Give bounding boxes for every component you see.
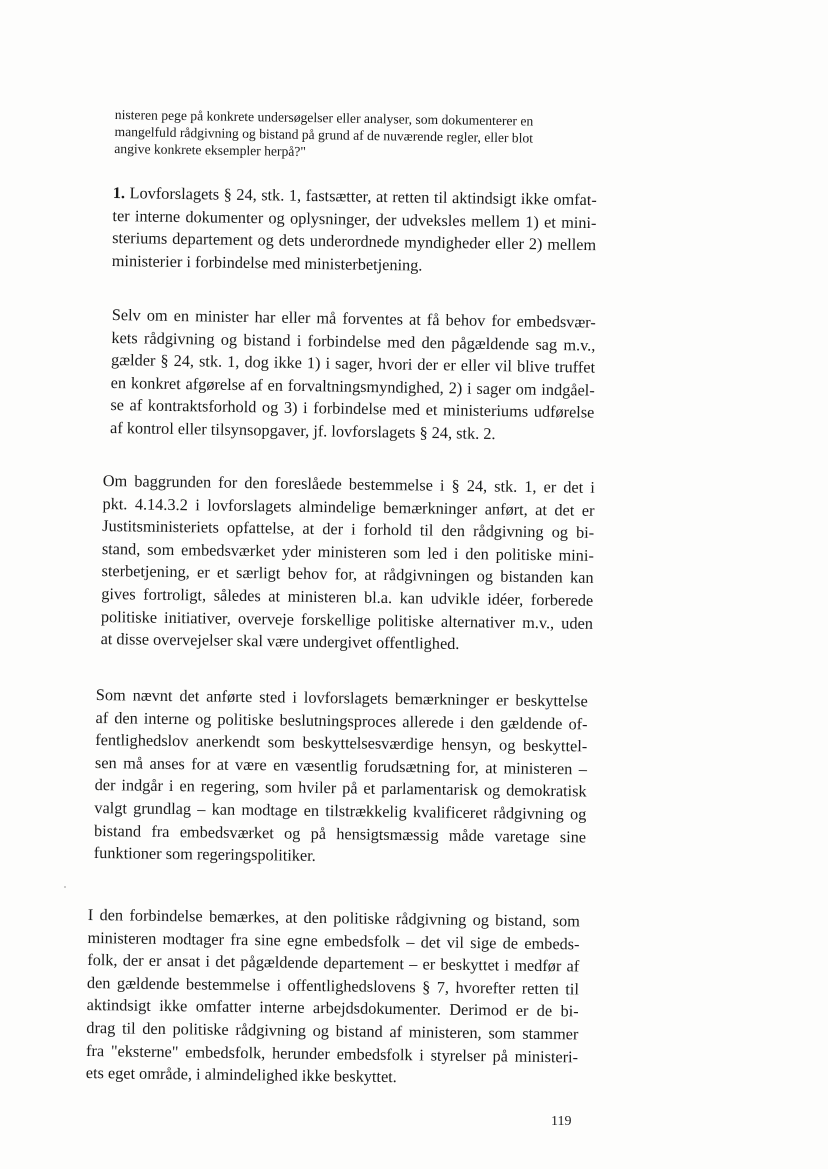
paragraph-2	[110, 304, 596, 447]
page-number: 119	[551, 1114, 572, 1129]
paragraph-line: stand, som embedsværket yder ministeren som led i den politiske mini-	[101, 538, 594, 565]
paragraph-line: gælder § 24, stk. 1, dog ikke 1) i sager, hvori der er eller vil blive truffet	[110, 350, 596, 377]
paragraph-line: valgt grundlag – kan modtage en tilstrækkelig kvalificeret rådgivning og	[94, 797, 587, 824]
paragraph-line: bistand fra embedsværket og på hensigtsmæssig måde varetage sine	[93, 820, 587, 846]
paragraph-line: Som nævnt det anførte sted i lovforslagets bemærkninger er beskyttelse	[95, 684, 588, 711]
paragraph-1	[112, 182, 597, 280]
paragraph-line: ets eget område, i almindelighed ikke beskyttet.	[85, 1063, 397, 1087]
paragraph-line: ministeren modtager fra sine egne embedsfolk – det vil sige de embeds-	[87, 927, 580, 954]
paragraph-line: den gældende bestemmelse i offentlighedslovens § 7, hvorefter retten til	[86, 972, 580, 999]
paragraph-line: Selv om en minister har eller må forventes at få behov for embedsvær-	[111, 304, 596, 332]
paragraph-line: af kontrol eller tilsynsopgaver, jf. lovforslagets § 24, stk. 2.	[109, 417, 496, 444]
paragraph-4	[94, 684, 588, 871]
paragraph-5	[86, 904, 580, 1091]
quote-line: nisteren pege på konkrete undersøgelser eller analyser, som dokumenterer en	[114, 106, 534, 129]
paragraph-line: en konkret afgørelse af en forvaltningsmyndighed, 2) i sager om indgåel-	[110, 372, 595, 400]
quote-line: mangelfuld rådgivning og bistand på grund af de nuværende regler, eller blot	[114, 123, 534, 146]
paragraph-line: aktindsigt ikke omfatter interne arbejdsdokumenter. Derimod er de bi-	[86, 995, 579, 1021]
paragraph-3	[100, 470, 594, 658]
paragraph-line: at disse overvejelser skal være undergivet offentlighed.	[100, 629, 460, 654]
paragraph-line: drag til den politiske rådgivning og bistand af ministeren, som stammer	[86, 1017, 579, 1044]
paragraph-line: ministerier i forbindelse med ministerbetjening.	[111, 250, 423, 275]
section-number: 1.	[112, 182, 126, 203]
scan-speck	[64, 886, 66, 888]
paragraph-line: folk, der er ansat i det pågældende departement – er beskyttet i medfør af	[87, 950, 580, 976]
quote-fragment	[114, 106, 603, 165]
paragraph-line: ter interne dokumenter og oplysninger, der udveksles mellem 1) et mini-	[112, 205, 597, 232]
paragraph-line: I den forbindelse bemærkes, at den politiske rådgivning og bistand, som	[87, 904, 580, 931]
paragraph-line: Om baggrunden for den foreslåede bestemmelse i § 24, stk. 1, er det i	[102, 470, 595, 497]
paragraph-line: fra "eksterne" embedsfolk, herunder embedsfolk i styrelser på ministeri-	[85, 1040, 579, 1066]
paragraph-line: der indgår i en regering, som hviler på et parlamentarisk og demokratisk	[94, 775, 587, 801]
paragraph-line: sterbetjening, er et særligt behov for, at rådgivningen og bistanden kan	[101, 561, 594, 588]
paragraph-line-text: Lovforslagets § 24, stk. 1, fastsætter, at retten til aktindsigt ikke omfat-	[129, 183, 597, 210]
paragraph-line: funktioner som regeringspolitiker.	[93, 843, 316, 866]
paragraph-line: gives fortroligt, således at ministeren bl.a. kan udvikle idéer, forberede	[101, 583, 594, 610]
paragraph-line: af den interne og politiske beslutningsproces allerede i den gældende of-	[95, 707, 588, 734]
paragraph-line: kets rådgivning og bistand i forbindelse med den pågældende sag m.v.,	[111, 327, 596, 355]
paragraph-line: fentlighedslov anerkendt som beskyttelsesværdige hensyn, og beskyttel-	[95, 730, 588, 756]
paragraph-line: se af kontraktsforhold og 3) i forbindelse med et ministeriums udførelse	[110, 395, 595, 422]
paragraph-line: pkt. 4.14.3.2 i lovforslagets almindelige bemærkninger anført, at det er	[102, 493, 595, 520]
paragraph-line: sen må anses for at være en væsentlig forudsætning for, at ministeren –	[94, 752, 588, 779]
quote-line: angive konkrete eksempler herpå?"	[114, 140, 307, 160]
paragraph-line: Justitsministeriets opfattelse, at der i forhold til den rådgivning og bi-	[102, 516, 595, 543]
paragraph-line: steriums departement og dets underordnede myndigheder eller 2) mellem	[112, 228, 597, 255]
paragraph-line: politiske initiativer, overveje forskellige politiske alternativer m.v., uden	[100, 606, 594, 633]
